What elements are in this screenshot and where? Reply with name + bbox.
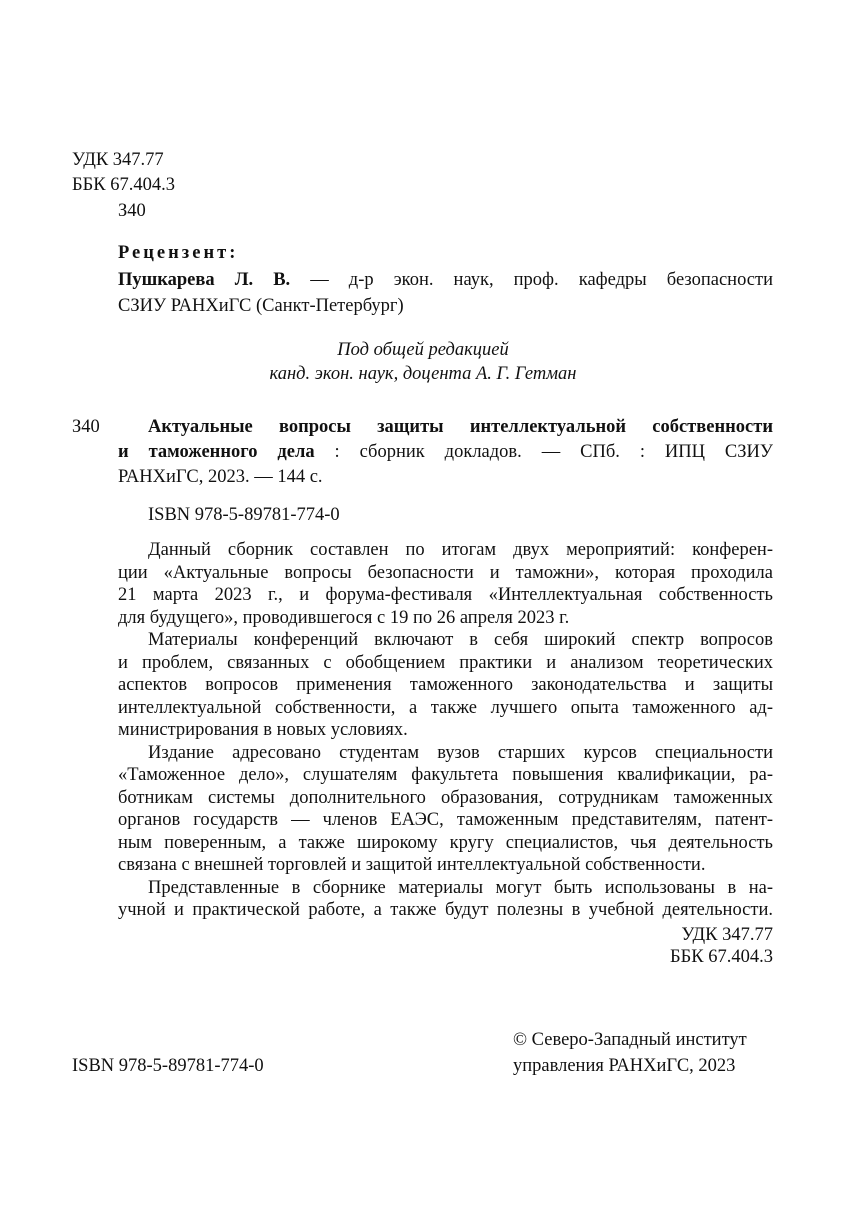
abstract-line: и проблем, связанных с обобщением практики и анализом теоретических bbox=[118, 652, 773, 673]
header-bbk: ББК 67.404.3 bbox=[72, 175, 175, 195]
copyright-line2: управления РАНХиГС, 2023 bbox=[513, 1056, 736, 1076]
abstract-line: Издание адресовано студентам вузов старших курсов специальности bbox=[148, 742, 773, 763]
abstract-line: Данный сборник составлен по итогам двух мероприятий: конферен- bbox=[148, 540, 773, 560]
abstract-line: Представленные в сборнике материалы могут быть использованы в на- bbox=[148, 877, 773, 898]
reviewer-credentials: — д-р экон. наук, проф. кафедры безопасности bbox=[290, 270, 773, 290]
bib-isbn: ISBN 978-5-89781-774-0 bbox=[148, 505, 340, 525]
reviewer-line1 bbox=[118, 269, 773, 291]
footer-bbk: ББК 67.404.3 bbox=[670, 947, 773, 967]
header-udk: УДК 347.77 bbox=[72, 150, 164, 170]
copyright-line1: © Северо-Западный институт bbox=[513, 1030, 747, 1050]
abstract-line: аспектов вопросов применения таможенного законодательства и защиты bbox=[118, 675, 773, 695]
abstract-line: ботникам системы дополнительного образования, сотрудникам таможенных bbox=[118, 787, 773, 808]
abstract-line: интеллектуальной собственности, а также лучшего опыта таможенного ад- bbox=[118, 697, 773, 718]
reviewer-label: Рецензент: bbox=[118, 243, 239, 263]
abstract-line: ции «Актуальные вопросы безопасности и таможни», которая проходила bbox=[118, 562, 773, 583]
bib-line2 bbox=[118, 441, 773, 463]
reviewer-line2: СЗИУ РАНХиГС (Санкт-Петербург) bbox=[118, 296, 404, 316]
abstract-line: органов государств — членов ЕАЭС, таможенным представителям, патент- bbox=[118, 810, 773, 830]
abstract-line: для будущего», проводившегося с 19 по 26 апреля 2023 г. bbox=[118, 607, 570, 628]
abstract-line: связана с внешней торговлей и защитой интеллектуальной собственности. bbox=[118, 855, 706, 875]
bib-line3: РАНХиГС, 2023. — 144 с. bbox=[118, 467, 323, 487]
editor-line2: канд. экон. наук, доцента А. Г. Гетман bbox=[269, 364, 577, 384]
reviewer-name: Пушкарева Л. В. bbox=[118, 270, 291, 290]
abstract-line: министрирования в новых условиях. bbox=[118, 720, 408, 740]
abstract-line: учной и практической работе, а также будут полезны в учебной деятельности. bbox=[118, 900, 773, 920]
abstract-line: «Таможенное дело», слушателям факультета повышения квалификации, ра- bbox=[118, 765, 773, 785]
abstract-line: Материалы конференций включают в себя широкий спектр вопросов bbox=[148, 630, 773, 650]
bib-author-mark: З40 bbox=[72, 417, 100, 437]
footer-udk: УДК 347.77 bbox=[681, 925, 773, 945]
bib-imprint: : сборник докладов. — СПб. : ИПЦ СЗИУ bbox=[314, 442, 773, 462]
header-author-mark: З40 bbox=[118, 201, 146, 221]
bib-title-line2: и таможенного дела bbox=[118, 442, 315, 462]
footer-isbn: ISBN 978-5-89781-774-0 bbox=[72, 1056, 264, 1076]
editor-line1: Под общей редакцией bbox=[337, 340, 509, 360]
abstract-line: ным поверенным, а также широкому кругу специалистов, чья деятельность bbox=[118, 832, 773, 853]
abstract-line: 21 марта 2023 г., и форума-фестиваля «Интеллектуальная собственность bbox=[118, 585, 773, 605]
bib-title-line1: Актуальные вопросы защиты интеллектуальной собственности bbox=[148, 417, 773, 437]
